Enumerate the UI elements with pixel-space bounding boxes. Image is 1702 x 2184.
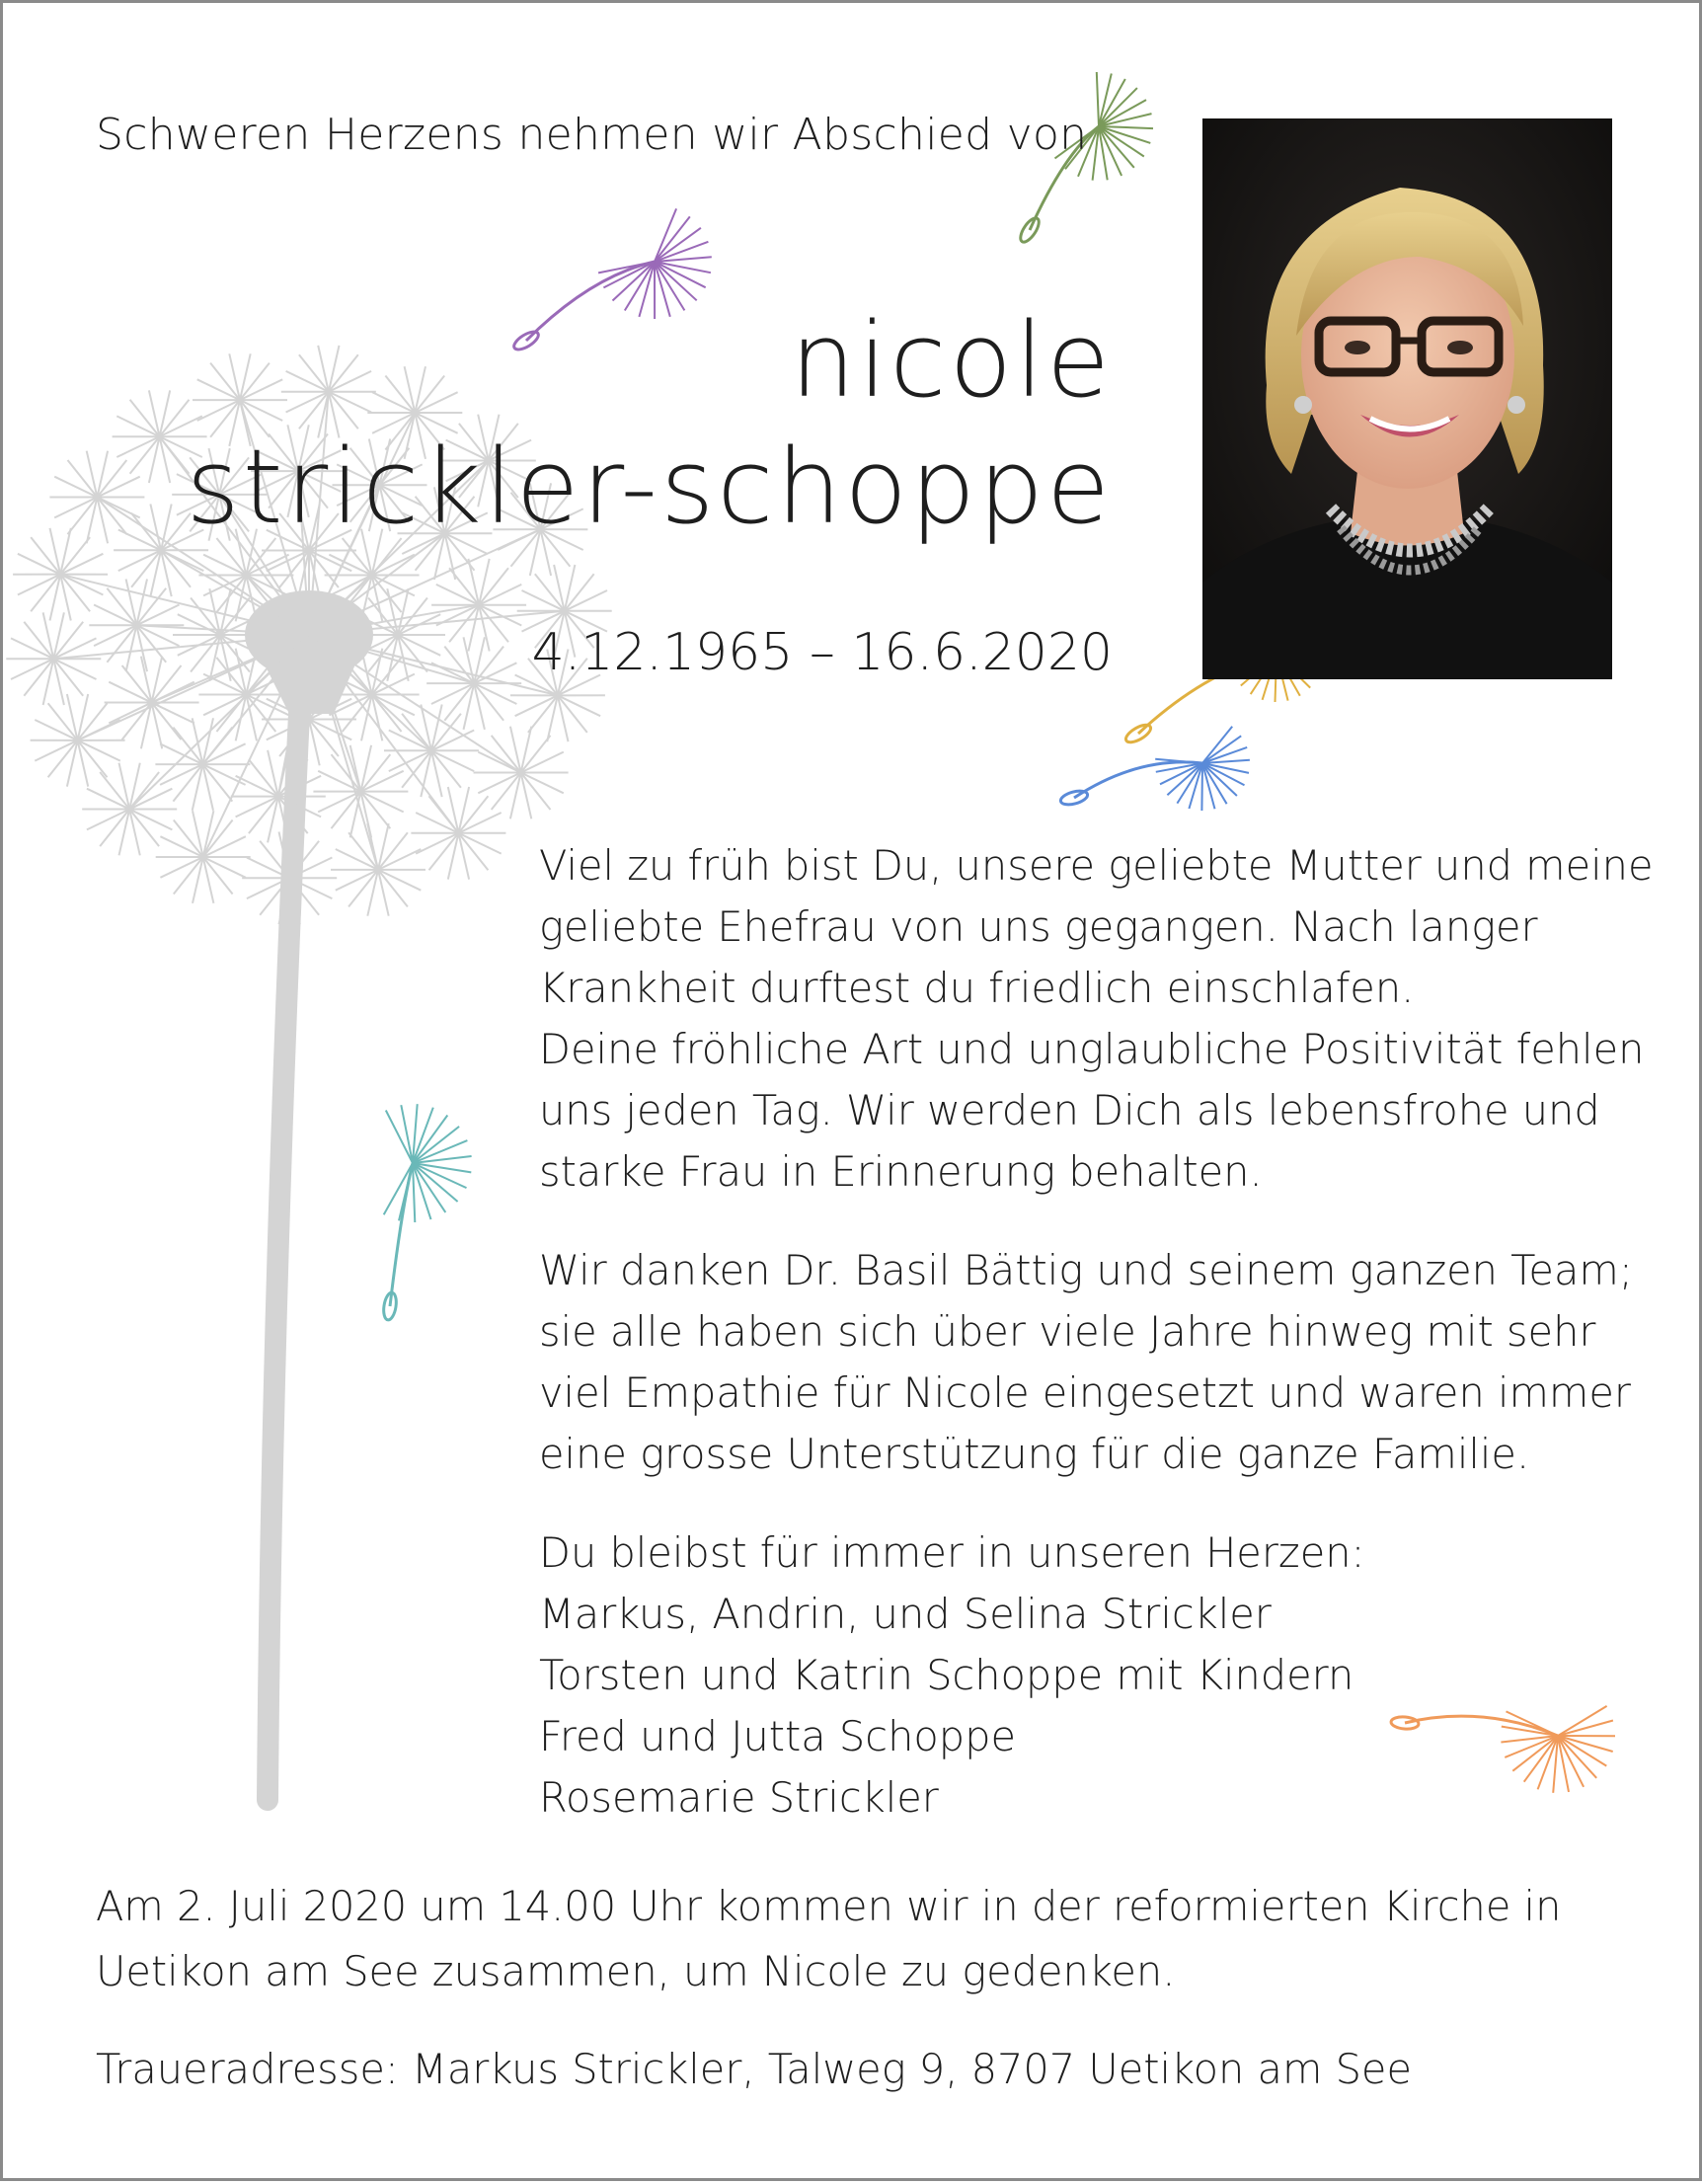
- text-line: sie alle haben sich über viele Jahre hinweg mit sehr: [539, 1301, 1655, 1363]
- text-line: Viel zu früh bist Du, unsere geliebte Mutter und meine: [539, 835, 1655, 897]
- first-name: nicole: [187, 297, 1113, 424]
- mourning-address: Traueradresse: Markus Strickler, Talweg 9, 8707 Uetikon am See: [96, 2045, 1412, 2093]
- mourner-name: Torsten und Katrin Schoppe mit Kindern: [539, 1645, 1655, 1706]
- portrait-image: [1202, 118, 1612, 679]
- service-info: [96, 1874, 1636, 2004]
- service-line: Uetikon am See zusammen, um Nicole zu gedenken.: [96, 1939, 1636, 2004]
- mourner-name: Fred und Jutta Schoppe: [539, 1706, 1655, 1767]
- deceased-name: [187, 297, 1113, 550]
- text-line: starke Frau in Erinnerung behalten.: [539, 1141, 1655, 1203]
- paragraph-farewell: [539, 835, 1655, 1203]
- intro-line: Schweren Herzens nehmen wir Abschied von: [96, 110, 1087, 160]
- text-line: eine grosse Unterstützung für die ganze Familie.: [539, 1424, 1655, 1485]
- text-line: geliebte Ehefrau von uns gegangen. Nach langer: [539, 897, 1655, 958]
- mourner-name: Markus, Andrin, und Selina Strickler: [539, 1584, 1655, 1645]
- life-dates: 4.12.1965 – 16.6.2020: [532, 623, 1113, 682]
- text-line: Krankheit durftest du friedlich einschlafen.: [539, 958, 1655, 1019]
- text-line: uns jeden Tag. Wir werden Dich als lebensfrohe und: [539, 1080, 1655, 1141]
- message-body: [539, 835, 1655, 1866]
- text-line: Deine fröhliche Art und unglaubliche Positivität fehlen: [539, 1019, 1655, 1080]
- text-line: viel Empathie für Nicole eingesetzt und waren immer: [539, 1363, 1655, 1424]
- dandelion-head-icon: [6, 346, 611, 1800]
- paragraph-mourners: [539, 1522, 1655, 1829]
- mourner-name: Rosemarie Strickler: [539, 1767, 1655, 1829]
- text-line: Wir danken Dr. Basil Bättig und seinem ganzen Team;: [539, 1240, 1655, 1301]
- paragraph-thanks: [539, 1240, 1655, 1485]
- service-line: Am 2. Juli 2020 um 14.00 Uhr kommen wir in der reformierten Kirche in: [96, 1874, 1636, 1939]
- last-name: strickler-schoppe: [187, 424, 1113, 550]
- portrait-photo: [1202, 118, 1612, 679]
- text-line: Du bleibst für immer in unseren Herzen:: [539, 1522, 1655, 1584]
